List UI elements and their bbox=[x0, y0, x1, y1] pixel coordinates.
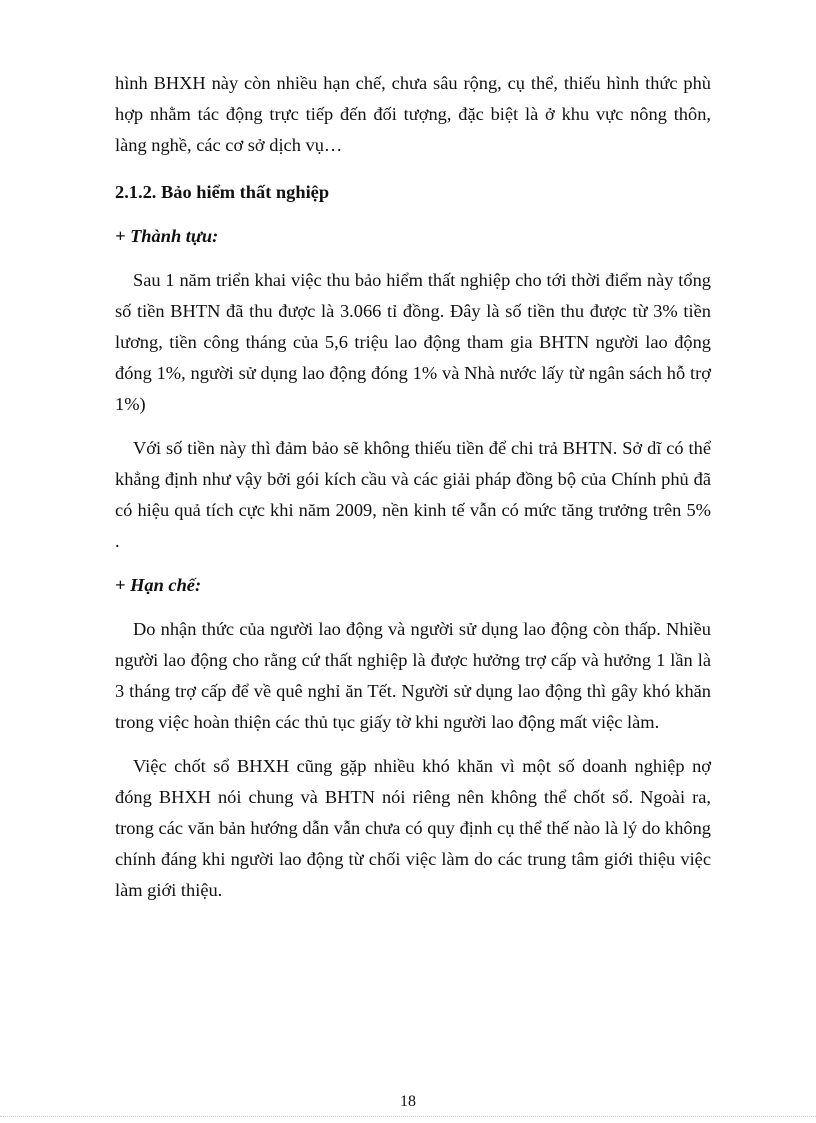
page-number: 18 bbox=[400, 1093, 416, 1110]
paragraph-continuation: hình BHXH này còn nhiều hạn chế, chưa sâu rộng, cụ thể, thiếu hình thức phù hợp nhằm tác động trực tiếp đến đối tượng, đặc biệt là ở khu vực nông thôn, làng nghề, các cơ sở dịch vụ… bbox=[115, 73, 711, 155]
subheading-limitations: + Hạn chế: bbox=[115, 575, 202, 595]
page-body bbox=[115, 68, 711, 919]
subheading-achievements: + Thành tựu: bbox=[115, 226, 219, 246]
page-bottom-divider bbox=[0, 1116, 816, 1117]
paragraph-closing-books: Việc chốt sổ BHXH cũng gặp nhiều khó khăn vì một số doanh nghiệp nợ đóng BHXH nói chung và BHTN nói riêng nên không thể chốt sổ. Ngoài ra, trong các văn bản hướng dẫn vẫn chưa có quy định cụ thể thế nào là lý do không chính đáng khi người lao động từ chối việc làm do các trung tâm giới thiệu việc làm giới thiệu. bbox=[115, 756, 711, 900]
paragraph-awareness: Do nhận thức của người lao động và người sử dụng lao động còn thấp. Nhiều người lao động cho rằng cứ thất nghiệp là được hưởng trợ cấp và hưởng 1 lần là 3 tháng trợ cấp để về quê nghỉ ăn Tết. Người sử dụng lao động thì gây khó khăn trong việc hoàn thiện các thủ tục giấy tờ khi người lao động mất việc làm. bbox=[115, 619, 711, 732]
section-heading: 2.1.2. Bảo hiểm thất nghiệp bbox=[115, 182, 330, 202]
paragraph-funding-assurance: Với số tiền này thì đảm bảo sẽ không thiếu tiền để chi trả BHTN. Sở dĩ có thể khẳng định như vậy bởi gói kích cầu và các giải pháp đồng bộ của Chính phủ đã có hiệu quả tích cực khi năm 2009, nền kinh tế vẫn có mức tăng trưởng trên 5% . bbox=[115, 438, 711, 551]
paragraph-collection-results: Sau 1 năm triển khai việc thu bảo hiểm thất nghiệp cho tới thời điểm này tổng số tiền BHTN đã thu được là 3.066 tỉ đồng. Đây là số tiền thu được từ 3% tiền lương, tiền công tháng của 5,6 triệu lao động tham gia BHTN người lao động đóng 1%, người sử dụng lao động đóng 1% và Nhà nước lấy từ ngân sách hỗ trợ 1%) bbox=[115, 270, 711, 414]
